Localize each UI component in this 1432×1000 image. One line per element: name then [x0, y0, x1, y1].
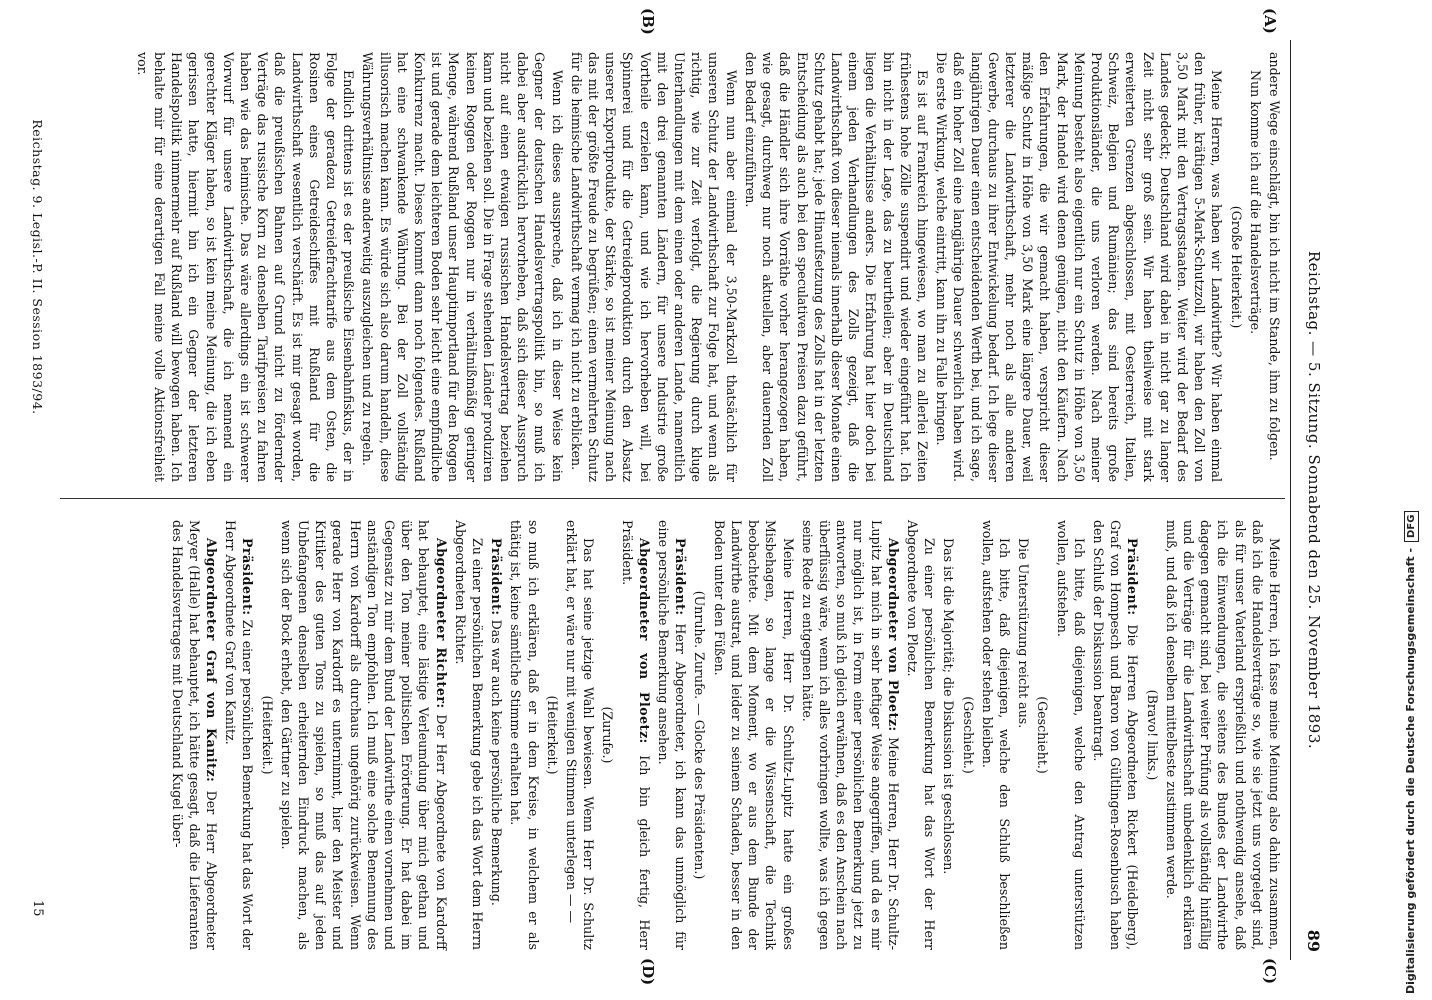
speech-text: Das war auch keine persönliche Bemerkung.	[489, 615, 505, 906]
paragraph: Es ist auf Frankreich hingewiesen, wo man zu allerlei Zeiten frühestens hohe Zölle suspendirt und wieder eingeführt hat. Ich bin nicht in der Lage, das zu beurtheilen; aber in Deutschland liegen die Verhältnisse anders. Die Erfahrung hat hier doch bei einem jeden Verhandlungen des Zolls gezeigt, daß die Landwirthschaft von dieser niemals innerhalb dieser Monate einen Schutz gehabt hat; jede Hinaufsetzung des Zolls hat in der letzten Entscheidung als auch bei den speculativen Preisen dazu geführt, daß die Händler sich ihre Vorräthe vorher herangezogen haben, wie gesagt, durchweg nur noch aktuellen, aber dauernden Zoll den Bedarf einzuführen.	[742, 52, 930, 482]
right-column	[166, 520, 1283, 950]
column-divider	[60, 498, 1285, 499]
paragraph: Zu einer persönlichen Bemerkung hat das Wort der Herr Abgeordnete von Ploetz.	[904, 520, 938, 950]
credit-text: Digitalisierung gefördert durch die Deutsche Forschungsgemeinschaft -	[1404, 547, 1417, 994]
speaker-label: Abgeordneter von Ploetz:	[636, 538, 652, 744]
stage-direction: (Bravo! links.)	[1144, 689, 1160, 781]
speaker-label: Abgeordneter von Ploetz:	[885, 538, 901, 732]
paragraph: Wenn nun aber einmal der 3,50-Markzoll thatsächlich für unseren Schutz der Landwirthschaft zur Folge hat, und wenn als richtig, wie zur Zeit verfolgt, die Regierung durch kluge Unterhandlungen mit dem einen oder anderen Lande, namentlich mit den drei genannten Ländern, für unsere Industrie große Vortheile erzielen kann, und wie ich hervorheben will, bei Spinnerei und für die Getreideproduktion durch den Absatz unserer Exportprodukte, der Stärke, so ist meiner Meinung nach das mit der größte Freude zu begrüßen; einen vermehrten Schutz für die heimische Landwirthschaft vermag ich nicht zu erblicken.	[568, 52, 739, 482]
stage-direction: (Geschieht.)	[1035, 696, 1051, 774]
stage-direction: (Große Heiterkeit.)	[1228, 205, 1244, 329]
header-title: Reichstag. — 5. Sitzung. Sonnabend den 25. November 1893.	[1305, 250, 1323, 750]
page-number: 89	[1304, 929, 1323, 952]
paragraph: Nun komme ich auf die Handelsverträge.	[1247, 70, 1263, 335]
paragraph	[618, 520, 652, 950]
footer-session: Reichstag. 9. Legisl.-P. II. Session 1893/94.	[30, 119, 45, 415]
paragraph	[168, 520, 220, 950]
paragraph: Zu einer persönlichen Bemerkung gebe ich das Wort dem Herrn Abgeordneten Richter.	[452, 520, 486, 950]
speaker-label: Präsident:	[240, 538, 256, 616]
stage-direction: (Heiterkeit.)	[259, 695, 275, 775]
digitization-sidebar	[1398, 0, 1428, 1000]
paragraph: Ich bitte, daß diejenigen, welche den Schluß beschließen wollen, aufstehen oder stehen bleiben.	[979, 520, 1012, 950]
stage-direction: (Heiterkeit.)	[544, 695, 560, 775]
paragraph: Ich bitte, daß diejenigen, welche den Antrag unterstützen wollen, aufstehen.	[1054, 520, 1087, 950]
header-rule	[1290, 40, 1291, 960]
paragraph: Das hat seine jetzige Wahl bewiesen. Wenn Herr Dr. Schultz erklärt hat, er wäre nur mit wenigen Stimmen unterlegen — —	[564, 520, 597, 950]
paragraph: so muß ich erklären, daß er in dem Kreise, in welchem er als thätig ist, keine sämtliche Stimme erhalten hat.	[508, 520, 541, 950]
speaker-label: Abgeordneter Graf von Kanitz:	[204, 538, 220, 783]
paragraph: Meine Herren, Herr Dr. Schultz-Lupitz hatte ein großes Misbehagen, so lange er die Wissenschaft, die Technik beobachtete. Mit dem Moment, wo er aus dem Bunde der Landwirthe austrat, und leider zu seinem Schaden, besser in den Boden unter den Füßen.	[711, 520, 796, 950]
stage-direction: (Unruhe. Zurufe. — Glocke des Präsidenten.)	[692, 590, 708, 880]
margin-marker-c: (C)	[1261, 958, 1279, 985]
speech-text: Herr Abgeordneter, ich kann das unmöglich für eine persönliche Bemerkung ansehen.	[656, 520, 689, 950]
speech-text: Die Herren Abgeordneten Rickert (Heidelberg), Graf von Hompesch und Baron von Gültlingen-Rosenbusch haben den Schluß der Diskussion beantragt.	[1090, 520, 1141, 950]
speech-text: Zu einer persönlichen Bemerkung hat das Wort der Herr Abgeordnete Graf von Kanitz.	[223, 520, 256, 950]
paragraph: andere Wege einschlägt, bin ich nicht im Stande, ihm zu folgen.	[1267, 52, 1282, 461]
paragraph	[278, 520, 450, 950]
paragraph	[488, 520, 505, 950]
digitization-credit	[1404, 511, 1419, 994]
margin-marker-d: (D)	[639, 958, 657, 986]
speech-text: Der Herr Abgeordneter Meyer (Halle) hat behauptet, ich hätte gesagt, daß die Lieferanten des Handelsvertrages mit Deutschland Kugel über-	[169, 520, 220, 950]
paragraph: Das ist die Majorität; die Diskussion ist geschlossen.	[941, 538, 957, 875]
speech-text: Meine Herren, Herr Dr. Schultz-Lupitz hat mich in sehr heftiger Weise angegriffen, und da es mir nur möglich ist, in Form einer persönlichen Bemerkung jetzt zu antworten, so muß ich gleich erwähnen, daß es den Anschein nach überflüssig wäre, wenn ich alles vorbringen wollte, was ich gegen seine Rede zu entgegnen hätte.	[799, 520, 901, 951]
dfg-logo: DFG	[1404, 511, 1419, 542]
left-column	[132, 52, 1283, 482]
speech-text: Der Herr Abgeordnete von Kardorff hat behauptet, eine lästige Verleumdung über mich gethan und über den Ton meiner politischen Erörterung. Er hat dabei im Gegensatz zu mir dem Bund der Landwirthe einen vornehmen und anständigen Ton empfohlen. Ich muß eine solche Benennung des Herrn von Kardorff als durchaus ungehörig zurückweisen. Wenn gerade Herr von Kardorff es unternimmt, hier den Meister und Kritiker des guten Tons zu spielen, so muß das auf jeden Unbefangenen denselben erheiternden Eindruck machen, als wenn sich der Bock erhebt, den Gärtner zu spielen.	[278, 520, 449, 950]
paragraph: Die Unterstützung reicht aus.	[1016, 538, 1032, 729]
speaker-label: Präsident:	[1125, 538, 1141, 616]
speaker-label: Präsident:	[673, 538, 689, 616]
paragraph: Endlich drittens ist es der preußische Eisenbahnfiskus, der in Folge der geradezu Getreidefrachttarife aus dem Osten, die Rosinen eines Getreideschiffes mit Rußland für die Landwirthschaft wesentlich verschärft. Es ist mir gesagt worden, daß die preußischen Bahnen auf Grund nicht zu fördernder Verträge das russische Korn zu denselben Tarifpreisen zu fahren haben wie das heimische. Das wäre allerdings ein ist schwerer Vorwurf für unsere Landwirthschaft, die ich nennend ein gerechter Kläger haben, so ist kein meine Meinung, die ich eben gerissen hatte, hiermit bin ich ein Gegner der letzteren Handelspolitik nimmermehr auf Rußland will bewogen haben. Ich behalte mir für eine derartigen Fall meine volle Aktionsfreiheit vor.	[134, 52, 357, 482]
page-header	[1295, 40, 1323, 960]
paragraph	[1090, 520, 1142, 950]
speech-text: Ich bin gleich fertig, Herr Präsident.	[619, 520, 652, 951]
paragraph: Meine Herren, ich fasse meine Meinung also dahin zusammen, daß ich die Handelsverträge so, wie sie jetzt uns vorgelegt sind, als für unser Vaterland ersprießlich und nothwendig ansehe, daß ich die Einwendungen, die seitens des Bundes der Landwirthe dagegen gemacht sind, bei weiter Prüfung als vollständig hinfällig und die Verträge für die Landwirthschaft unbedenklich erklären muß, und daß ich denselben mittelbeste zustimmen werde.	[1163, 520, 1282, 950]
stage-direction: (Zurufe.)	[600, 706, 616, 764]
paragraph	[799, 520, 902, 950]
speaker-label: Abgeordneter Richter:	[433, 538, 449, 709]
margin-marker-a: (A)	[1261, 8, 1279, 34]
margin-marker-b: (B)	[639, 8, 657, 35]
paragraph: Wenn ich dieses ausspreche, daß ich in dieser Weise kein Gegner der deutschen Handelsvertragspolitik bin, so muß ich dabei aber ausdrücklich hervorheben, daß sich dieser Ausspruch nicht auf einen etwaigen russischen Handelsvertrag beziehen kann und beziehen soll. Die in Frage stehenden Länder produziren keinen Roggen oder Roggen nur in verhältnißmäßig geringer Menge, während Rußland unser Hauptimportland für den Roggen ist und gerade dem leichteren Boden sehr leicht eine empfindliche Konkurrenz macht. Dieses kommt dann noch folgendes. Rußland hat eine schwankende Währung. Bei der Zoll vollständig illusorisch machen kann. Es würde sich also darum handeln, diese Währungsverhältnisse anderweitig auszugleichen und zu regeln.	[360, 52, 565, 482]
speaker-label: Präsident:	[489, 538, 505, 616]
stage-direction: (Geschieht.)	[960, 696, 976, 774]
paragraph	[222, 520, 256, 950]
paragraph: Meine Herren, was haben wir Landwirthe? Wir haben einmal den früher, kräftigen 5-Mark-Schutzzoll, wir haben den Zoll von 3,50 Mark mit den Vertragsstaaten. Weiter wird der Bedarf des Landes gedeckt; Deutschland wird dabei in nicht gar zu langer Zeit nicht sehr groß sein. Wir haben theilweise mit stark erweiterten Grenzen abgeschlossen, mit Oesterreich, Italien, Schweiz, Belgien und Rumänien; das sind bereits große Produktionsländer, die uns verloren werden. Nach meiner Meinung besteht also eigentlich nur ein Schutz in Höhe von 3,50 Mark, der Handel wird denen genügen, nicht den Käufern. Nach den Erfahrungen, die wir gemacht haben, verspricht dieser mäßige Schutz in Höhe von 3,50 Mark eine längere Dauer, weil letzterer die Landwirthschaft, mehr noch als alle anderen Gewerbe, durchaus zu ihrer Entwickelung bedarf. Ich lege dieser langjährigen Dauer einen entscheidenden Werth bei, und ich sage, daß ein hoher Zoll eine langjährige Dauer schwerlich haben wird. Die erste Wirkung, welche eintritt, kann ihn zu Falle bringen.	[934, 52, 1225, 482]
paragraph	[655, 520, 689, 950]
footer-signature: 15	[30, 900, 45, 917]
